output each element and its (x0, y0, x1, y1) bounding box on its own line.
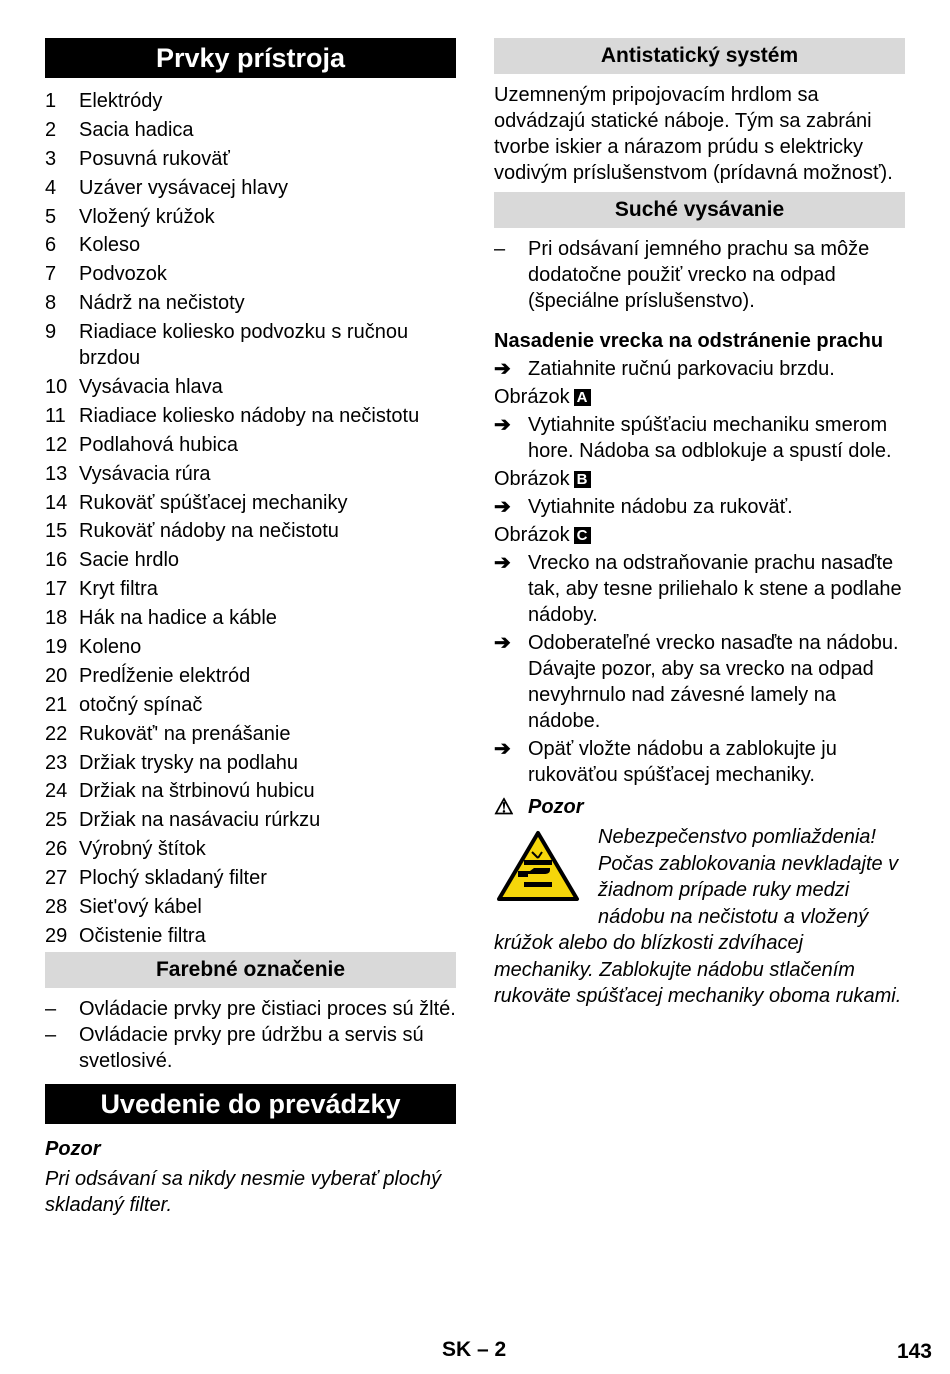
parts-list (45, 88, 456, 949)
parts-list-item-text: Vložený krúžok (79, 205, 215, 228)
step-1 (494, 356, 905, 382)
step-text: Vytiahnite nádobu za rukoväť. (528, 496, 793, 518)
item-number: 6 (45, 234, 57, 257)
bag-heading: Nasadenie vrecka na odstránenie prachu (494, 330, 884, 352)
item-number: 7 (45, 263, 57, 286)
dry-vacuum-title: Suché vysávanie (494, 192, 905, 228)
parts-list-item-text: Rukoväť spúšťacej mechaniky (79, 491, 348, 514)
arrow-icon: ➔ (494, 358, 511, 380)
item-number: 23 (45, 751, 68, 774)
color-coding-item-text: Ovládacie prvky pre čistiaci proces sú žlté. (79, 997, 456, 1020)
parts-list-item-text: Držiak trysky na podlahu (79, 751, 298, 774)
item-number: 28 (45, 896, 68, 919)
item-number: 26 (45, 838, 68, 861)
parts-list-item (45, 319, 456, 371)
item-number: 3 (45, 147, 57, 170)
item-number: 8 (45, 292, 57, 315)
parts-list-item (45, 807, 456, 833)
item-number: 11 (45, 404, 66, 427)
item-number: 1 (45, 90, 57, 112)
warning-triangle-icon: ⚠ (494, 794, 514, 819)
start-title: Uvedenie do prevádzky (45, 1084, 456, 1124)
parts-list-item-text: Kryt filtra (79, 578, 158, 601)
parts-list-item-text: Predĺženie elektród (79, 664, 251, 687)
parts-list-item-text: Hák na hadice a káble (79, 607, 277, 630)
parts-list-item-text: Rukoväť nádoby na nečistotu (79, 520, 339, 543)
left-column (45, 38, 456, 1218)
item-number: 20 (45, 664, 68, 687)
parts-list-item (45, 261, 456, 287)
item-number: 4 (45, 176, 57, 199)
arrow-icon: ➔ (494, 632, 511, 654)
figure-letter-b: B (574, 471, 591, 488)
dry-vacuum-list (494, 236, 905, 314)
arrow-icon: ➔ (494, 496, 511, 518)
parts-list-item-text: Plochý skladaný filter (79, 867, 267, 890)
parts-list-item-text: Podlahová hubica (79, 433, 239, 456)
step-4 (494, 550, 905, 628)
parts-list-item-text: Sacie hrdlo (79, 549, 180, 572)
figure-ref-b (494, 466, 905, 492)
arrow-icon: ➔ (494, 738, 511, 760)
parts-list-item (45, 634, 456, 660)
parts-list-item (45, 721, 456, 747)
figure-ref-a (494, 384, 905, 410)
item-number: 25 (45, 809, 68, 832)
parts-list-item (45, 894, 456, 920)
caution-label: Pozor (528, 796, 584, 818)
right-column (494, 38, 905, 1010)
parts-list-item-text: otočný spínač (79, 693, 203, 716)
dry-vacuum-item (494, 236, 905, 314)
parts-list-item-text: Uzáver vysávacej hlavy (79, 176, 288, 199)
parts-list-item (45, 88, 456, 114)
step-2 (494, 412, 905, 464)
start-caution-label: Pozor (45, 1137, 101, 1160)
item-number: 12 (45, 433, 68, 456)
parts-list-item-text: Elektródy (79, 90, 163, 112)
item-number: 19 (45, 636, 68, 659)
figure-label: Obrázok (494, 386, 570, 408)
caution-block (494, 824, 905, 1010)
arrow-icon: ➔ (494, 552, 511, 574)
page-number: 143 (896, 1340, 932, 1363)
item-number: 21 (45, 693, 68, 716)
parts-list-item-text: Sacia hadica (79, 118, 194, 141)
item-number: 18 (45, 607, 68, 630)
step-text: Odoberateľné vrecko nasaďte na nádobu. Dávajte pozor, aby sa vrecko na odpad nevyhrnulo nad závesné lamely na nádobe. (528, 632, 899, 732)
parts-list-item-text: Riadiace koliesko nádoby na nečistotu (79, 404, 420, 427)
item-number: 13 (45, 462, 68, 485)
parts-list-item (45, 490, 456, 516)
parts-list-item (45, 374, 456, 400)
parts-list-item-text: Očistenie filtra (79, 924, 206, 947)
parts-list-item (45, 461, 456, 487)
item-number: 27 (45, 867, 68, 890)
parts-list-item-text: Koleno (79, 636, 142, 659)
antistatic-text: Uzemneným pripojovacím hrdlom sa odvádzajú statické náboje. Tým sa zabráni tvorbe iskier a nárazom prúdu s elektricky vodivým príslušenstvom (prídavná možnosť). (494, 84, 893, 184)
caution-text: Nebezpečenstvo pomliaždenia! Počas zablokovania nevkladajte v žiadnom prípade ruky medzi nádobu na nečistotu a vložený krúžok alebo do blízkosti zdvíhacej mechaniky. Zablokujte nádobu stlačením rukoväte spúšťacej mechaniky oboma rukami. (494, 826, 902, 1007)
parts-list-item (45, 576, 456, 602)
parts-list-item (45, 117, 456, 143)
step-text: Vytiahnite spúšťaciu mechaniku smerom hore. Nádoba sa odblokuje a spustí dole. (528, 414, 892, 462)
step-3 (494, 494, 905, 520)
color-coding-title: Farebné označenie (45, 952, 456, 988)
parts-list-item (45, 547, 456, 573)
parts-list-item (45, 750, 456, 776)
parts-list-item (45, 865, 456, 891)
step-5 (494, 630, 905, 734)
parts-list-item (45, 232, 456, 258)
parts-list-item (45, 692, 456, 718)
parts-title: Prvky prístroja (45, 38, 456, 78)
figure-label: Obrázok (494, 468, 570, 490)
footer-language-page: SK – 2 (442, 1338, 507, 1361)
parts-list-item (45, 204, 456, 230)
parts-list-item-text: Výrobný štítok (79, 838, 206, 861)
parts-list-item (45, 146, 456, 172)
figure-label: Obrázok (494, 524, 570, 546)
item-number: 5 (45, 205, 57, 228)
caution-heading (494, 794, 905, 820)
parts-list-item (45, 605, 456, 631)
step-6 (494, 736, 905, 788)
parts-list-item (45, 290, 456, 316)
item-number: 15 (45, 520, 68, 543)
item-number: 16 (45, 549, 68, 572)
crush-hazard-icon (496, 830, 580, 902)
figure-ref-c (494, 522, 905, 548)
parts-list-item (45, 518, 456, 544)
parts-list-item-text: Podvozok (79, 263, 167, 286)
color-coding-item (45, 1022, 456, 1074)
parts-list-item (45, 923, 456, 949)
arrow-icon: ➔ (494, 414, 511, 436)
figure-letter-a: A (574, 389, 591, 406)
parts-list-item-text: Držiak na štrbinovú hubicu (79, 780, 315, 803)
parts-list-item-text: Rukoväť' na prenášanie (79, 722, 291, 745)
parts-list-item (45, 836, 456, 862)
parts-list-item (45, 403, 456, 429)
item-number: 14 (45, 491, 68, 514)
item-number: 22 (45, 722, 68, 745)
color-coding-list (45, 996, 456, 1074)
parts-list-item (45, 175, 456, 201)
item-number: 10 (45, 376, 68, 399)
step-text: Vrecko na odstraňovanie prachu nasaďte tak, aby tesne priliehalo k stene a podlahe nádoby. (528, 552, 902, 626)
parts-list-item-text: Vysávacia hlava (79, 376, 223, 399)
item-number: 29 (45, 924, 68, 947)
parts-list-item (45, 778, 456, 804)
parts-list-item-text: Koleso (79, 234, 141, 257)
dash-bullet: – (45, 997, 57, 1020)
parts-list-item (45, 432, 456, 458)
step-text: Opäť vložte nádobu a zablokujte ju rukoväťou spúšťacej mechaniky. (528, 738, 837, 786)
item-number: 2 (45, 118, 57, 141)
step-text: Zatiahnite ručnú parkovaciu brzdu. (528, 358, 835, 380)
parts-list-item-text: Siet'ový kábel (79, 896, 202, 919)
parts-list-item-text: Posuvná rukoväť (79, 147, 230, 170)
item-number: 9 (45, 321, 57, 344)
color-coding-item-text: Ovládacie prvky pre údržbu a servis sú svetlosivé. (79, 1023, 424, 1072)
parts-list-item (45, 663, 456, 689)
item-number: 17 (45, 578, 68, 601)
figure-letter-c: C (574, 527, 591, 544)
parts-list-item-text: Držiak na nasávaciu rúrkzu (79, 809, 321, 832)
parts-list-item-text: Vysávacia rúra (79, 462, 211, 485)
antistatic-title: Antistatický systém (494, 38, 905, 74)
parts-list-item-text: Riadiace koliesko podvozku s ručnou brzdou (79, 321, 409, 370)
parts-list-item-text: Nádrž na nečistoty (79, 292, 245, 315)
color-coding-item (45, 996, 456, 1022)
start-caution-text: Pri odsávaní sa nikdy nesmie vyberať plochý skladaný filter. (45, 1167, 442, 1216)
dry-vacuum-item-text: Pri odsávaní jemného prachu sa môže dodatočne použiť vrecko na odpad (špeciálne príslušenstvo). (528, 238, 870, 312)
dash-bullet: – (45, 1023, 57, 1046)
item-number: 24 (45, 780, 68, 803)
dash-bullet: – (494, 238, 506, 260)
